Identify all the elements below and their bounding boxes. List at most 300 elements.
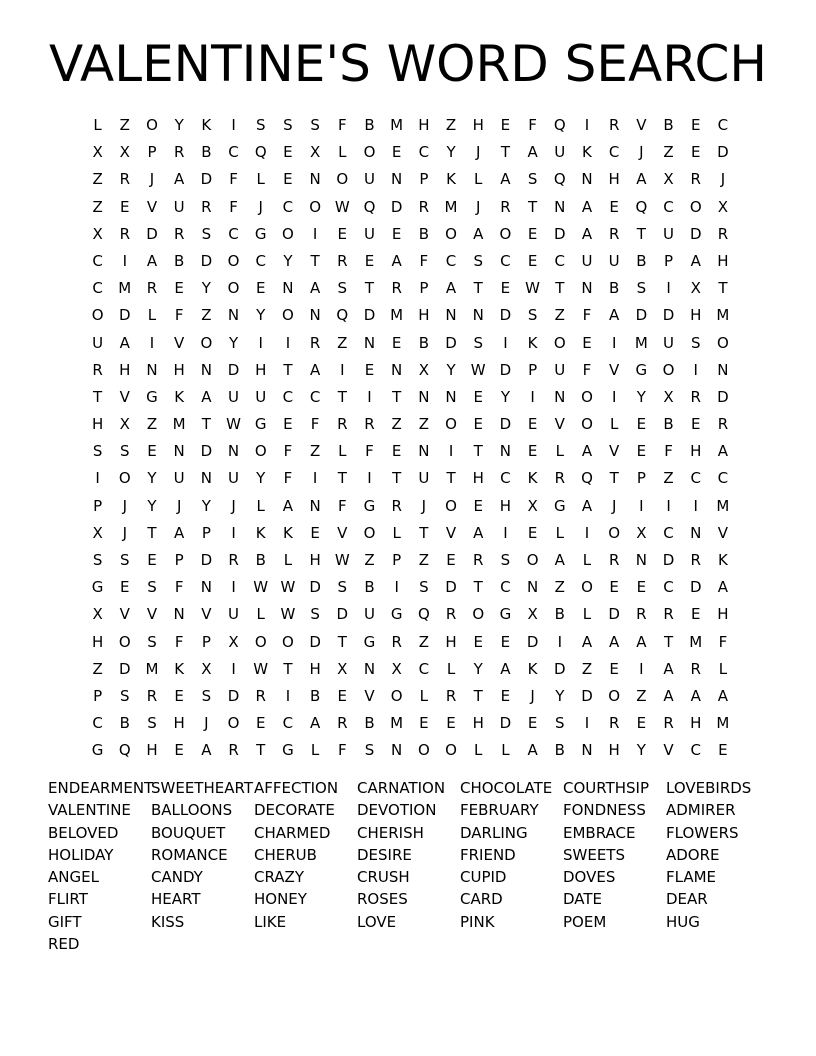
grid-letter: I — [312, 224, 318, 243]
grid-letter: Q — [553, 170, 566, 189]
grid-row — [84, 574, 737, 601]
grid-letter: O — [254, 442, 267, 461]
grid-letter: Y — [473, 659, 483, 678]
grid-letter: F — [337, 496, 347, 515]
word-list-item: CRAZY — [254, 868, 304, 887]
grid-letter: D — [499, 306, 512, 325]
grid-letter: I — [285, 333, 291, 352]
grid-letter: R — [663, 714, 674, 733]
grid-letter: X — [663, 387, 674, 406]
grid-letter: U — [92, 333, 104, 352]
grid-letter: R — [445, 605, 457, 624]
grid-letter: X — [92, 523, 103, 542]
word-list-item: DESIRE — [357, 845, 412, 864]
grid-row — [84, 438, 737, 465]
grid-letter: E — [527, 251, 538, 270]
grid-letter: B — [609, 279, 620, 298]
grid-letter: J — [611, 496, 617, 515]
grid-letter: O — [581, 387, 593, 406]
grid-letter: E — [391, 333, 402, 352]
grid-letter: E — [527, 442, 538, 461]
grid-letter: E — [582, 333, 592, 352]
grid-letter: G — [553, 496, 566, 515]
grid-letter: N — [499, 442, 512, 461]
grid-letter: S — [147, 578, 157, 597]
grid-letter: I — [367, 469, 372, 488]
grid-letter: B — [418, 224, 429, 243]
grid-letter: A — [500, 659, 511, 678]
grid-letter: V — [146, 197, 158, 216]
grid-letter: T — [337, 632, 347, 651]
grid-letter: V — [337, 523, 348, 542]
grid-letter: N — [526, 578, 539, 597]
grid-letter: C — [500, 251, 511, 270]
grid-letter: V — [201, 605, 212, 624]
grid-letter: O — [526, 551, 539, 569]
grid-letter: C — [445, 251, 457, 270]
grid-letter: U — [173, 197, 185, 216]
grid-letter: N — [363, 333, 376, 352]
grid-letter: O — [336, 170, 349, 189]
grid-letter: R — [690, 659, 701, 678]
grid-letter: N — [309, 170, 321, 189]
grid-letter: A — [717, 442, 729, 461]
grid-letter: W — [334, 197, 350, 216]
grid-letter: B — [119, 714, 130, 733]
grid-letter: Z — [445, 116, 457, 134]
grid-letter: Z — [92, 197, 103, 216]
grid-letter: L — [609, 415, 619, 434]
grid-letter: Q — [336, 306, 349, 325]
grid-letter: E — [690, 605, 701, 624]
grid-letter: H — [717, 605, 729, 624]
grid-letter: Q — [553, 116, 566, 134]
grid-letter: E — [500, 632, 511, 651]
grid-letter: G — [146, 387, 158, 406]
grid-letter: H — [91, 632, 104, 651]
grid-letter: R — [255, 686, 266, 705]
grid-letter: G — [635, 360, 648, 379]
grid-letter: P — [419, 279, 429, 298]
grid-row — [84, 194, 737, 221]
grid-letter: N — [391, 360, 403, 379]
grid-letter: L — [256, 170, 265, 189]
word-list-item: CHERUB — [254, 845, 317, 864]
grid-letter: X — [690, 279, 701, 298]
word-list — [48, 777, 769, 955]
grid-letter: P — [147, 143, 157, 162]
grid-letter: A — [581, 442, 593, 461]
word-list-item: BELOVED — [48, 823, 119, 842]
grid-letter: O — [581, 415, 593, 434]
grid-letter: F — [419, 251, 429, 270]
grid-letter: C — [663, 523, 674, 542]
grid-letter: N — [418, 387, 430, 406]
word-list-item: DOVES — [563, 868, 616, 887]
grid-letter: E — [174, 741, 184, 760]
grid-letter: R — [228, 741, 239, 760]
grid-letter: J — [258, 197, 263, 216]
grid-letter: T — [473, 442, 483, 461]
grid-letter: Q — [363, 197, 376, 216]
grid-letter: N — [581, 170, 593, 189]
grid-row — [84, 493, 737, 520]
grid-letter: S — [92, 442, 103, 461]
grid-letter: X — [527, 496, 538, 515]
grid-letter: V — [609, 360, 620, 379]
grid-letter: C — [418, 143, 430, 162]
grid-letter: K — [527, 469, 538, 488]
grid-letter: D — [717, 387, 729, 406]
grid-letter: M — [145, 659, 159, 678]
grid-letter: H — [472, 714, 484, 733]
grid-letter: I — [584, 523, 590, 542]
grid-letter: F — [718, 632, 728, 651]
word-list-item: ADORE — [666, 845, 720, 864]
grid-letter: F — [664, 442, 673, 461]
grid-letter: T — [473, 279, 483, 298]
grid-letter: K — [527, 659, 538, 678]
grid-letter: I — [312, 469, 318, 488]
grid-letter: Z — [309, 442, 321, 461]
grid-letter: K — [255, 523, 266, 542]
grid-letter: E — [255, 714, 266, 733]
grid-letter: O — [417, 741, 430, 760]
grid-letter: N — [282, 279, 294, 298]
grid-letter: H — [119, 360, 131, 379]
grid-letter: I — [666, 279, 671, 298]
word-list-item: BALLOONS — [151, 801, 233, 820]
grid-letter: O — [118, 632, 131, 651]
grid-letter: O — [445, 496, 457, 515]
grid-letter: H — [173, 360, 185, 379]
grid-letter: U — [173, 469, 185, 488]
grid-letter: T — [500, 143, 510, 162]
grid-letter: H — [717, 251, 729, 270]
grid-letter: K — [201, 116, 212, 134]
grid-letter: A — [527, 741, 538, 760]
grid-letter: A — [717, 686, 729, 705]
grid-letter: P — [201, 632, 211, 651]
grid-letter: R — [146, 279, 158, 298]
grid-letter: M — [444, 197, 458, 216]
grid-letter: J — [476, 197, 481, 216]
grid-letter: D — [689, 224, 702, 243]
grid-letter: I — [394, 578, 399, 597]
page-title: VALENTINE'S WORD SEARCH — [49, 35, 767, 93]
grid-letter: T — [528, 197, 538, 216]
grid-letter: O — [390, 686, 403, 705]
grid-letter: D — [227, 686, 240, 705]
word-list-item: FEBRUARY — [460, 801, 539, 820]
word-list-item: FONDNESS — [563, 801, 646, 820]
grid-letter: A — [201, 387, 212, 406]
grid-letter: V — [119, 387, 130, 406]
grid-letter: R — [663, 605, 674, 624]
grid-letter: G — [363, 632, 376, 651]
word-list-item: KISS — [151, 912, 185, 931]
grid-letter: A — [282, 496, 294, 515]
grid-letter: R — [92, 360, 103, 379]
grid-letter: N — [554, 197, 566, 216]
grid-letter: L — [474, 170, 483, 189]
grid-letter: P — [93, 686, 103, 705]
grid-letter: A — [174, 523, 185, 542]
grid-letter: X — [309, 143, 321, 162]
grid-letter: R — [690, 387, 701, 406]
grid-letter: E — [364, 251, 375, 270]
grid-letter: A — [500, 170, 511, 189]
grid-letter: A — [119, 333, 130, 352]
grid-letter: S — [310, 605, 320, 624]
grid-letter: E — [636, 442, 647, 461]
grid-letter: T — [201, 415, 211, 434]
grid-letter: N — [227, 442, 240, 461]
grid-letter: G — [499, 605, 512, 624]
grid-letter: Y — [636, 741, 646, 760]
grid-letter: Z — [636, 686, 647, 705]
grid-letter: T — [337, 469, 347, 488]
grid-letter: O — [608, 686, 621, 705]
grid-letter: T — [609, 469, 619, 488]
grid-letter: D — [390, 197, 403, 216]
grid-letter: S — [92, 551, 103, 569]
grid-letter: N — [635, 551, 647, 569]
grid-letter: S — [473, 333, 483, 352]
grid-letter: H — [418, 306, 430, 325]
grid-letter: H — [173, 714, 185, 733]
grid-letter: K — [527, 333, 538, 352]
grid-letter: A — [309, 279, 321, 298]
grid-letter: E — [446, 714, 456, 733]
grid-letter: O — [227, 714, 240, 733]
grid-letter: E — [147, 551, 157, 569]
grid-row — [84, 411, 737, 438]
grid-letter: U — [255, 387, 267, 406]
grid-letter: X — [527, 605, 538, 624]
grid-letter: P — [528, 360, 538, 379]
grid-letter: C — [309, 387, 321, 406]
word-list-item: LIKE — [254, 912, 287, 931]
word-list-item: RED — [48, 935, 80, 954]
grid-letter: U — [554, 360, 566, 379]
grid-letter: H — [445, 632, 457, 651]
grid-letter: N — [472, 306, 484, 325]
grid-letter: E — [500, 116, 511, 134]
grid-letter: P — [174, 551, 184, 569]
grid-letter: N — [391, 741, 403, 760]
grid-letter: N — [227, 306, 240, 325]
grid-letter: S — [201, 224, 212, 243]
word-list-item: DARLING — [460, 823, 528, 842]
word-list-item: ENDEARMENT — [48, 779, 154, 797]
grid-letter: A — [690, 686, 701, 705]
grid-letter: C — [500, 469, 511, 488]
grid-letter: I — [285, 686, 291, 705]
grid-letter: N — [554, 387, 566, 406]
grid-letter: A — [309, 360, 321, 379]
grid-letter: X — [663, 170, 674, 189]
word-list-item: POEM — [563, 912, 607, 931]
grid-letter: S — [120, 442, 130, 461]
grid-letter: F — [582, 360, 592, 379]
grid-letter: O — [499, 224, 512, 243]
grid-letter: V — [364, 686, 375, 705]
grid-letter: Z — [92, 170, 103, 189]
word-list-item: CANDY — [151, 868, 203, 887]
grid-letter: Z — [663, 143, 674, 162]
grid-letter: A — [609, 306, 620, 325]
grid-letter: R — [500, 197, 511, 216]
grid-letter: U — [363, 605, 375, 624]
grid-letter: T — [473, 578, 483, 597]
grid-letter: S — [364, 741, 375, 760]
grid-row — [84, 629, 737, 656]
grid-letter: A — [473, 523, 484, 542]
grid-letter: R — [636, 605, 647, 624]
grid-letter: J — [204, 714, 209, 733]
grid-letter: Z — [554, 306, 565, 325]
grid-letter: W — [253, 659, 269, 678]
grid-letter: E — [690, 116, 701, 134]
grid-letter: V — [717, 523, 729, 542]
grid-letter: D — [227, 360, 240, 379]
grid-letter: X — [92, 143, 103, 162]
grid-letter: A — [201, 741, 212, 760]
grid-letter: N — [581, 279, 593, 298]
word-list-item: FRIEND — [460, 845, 516, 864]
grid-row — [84, 248, 737, 275]
grid-letter: S — [120, 686, 130, 705]
grid-letter: A — [690, 251, 701, 270]
grid-letter: N — [309, 306, 321, 325]
grid-letter: M — [716, 306, 730, 325]
grid-letter: E — [391, 442, 402, 461]
grid-letter: X — [119, 415, 130, 434]
grid-letter: V — [445, 523, 457, 542]
grid-letter: F — [229, 197, 238, 216]
grid-letter: E — [120, 578, 130, 597]
grid-letter: N — [445, 387, 457, 406]
grid-letter: C — [717, 116, 729, 134]
grid-letter: O — [608, 523, 621, 542]
grid-letter: E — [690, 143, 701, 162]
grid-letter: F — [283, 442, 293, 461]
grid-letter: C — [554, 251, 566, 270]
grid-letter: D — [146, 224, 158, 243]
grid-letter: Q — [118, 741, 131, 760]
grid-letter: D — [717, 143, 729, 162]
grid-letter: Z — [418, 415, 429, 434]
grid-letter: D — [309, 632, 321, 651]
grid-letter: I — [231, 578, 236, 597]
grid-letter: N — [581, 741, 593, 760]
grid-letter: D — [499, 714, 512, 733]
grid-letter: Z — [364, 551, 375, 569]
grid-letter: S — [527, 306, 538, 325]
grid-letter: R — [173, 224, 185, 243]
grid-letter: L — [338, 442, 347, 461]
grid-letter: L — [147, 306, 157, 325]
grid-letter: N — [173, 442, 185, 461]
grid-letter: E — [364, 360, 375, 379]
word-list-item: EMBRACE — [563, 823, 636, 842]
grid-letter: Y — [201, 279, 211, 298]
grid-letter: O — [309, 197, 321, 216]
grid-letter: I — [231, 659, 236, 678]
grid-letter: L — [338, 143, 347, 162]
grid-letter: P — [636, 469, 646, 488]
word-list-item: COURTHSIP — [563, 779, 650, 797]
grid-letter: B — [663, 415, 674, 434]
grid-letter: F — [310, 415, 320, 434]
word-list-item: LOVEBIRDS — [666, 779, 752, 797]
grid-letter: I — [666, 496, 671, 515]
grid-letter: S — [500, 551, 511, 569]
grid-letter: J — [122, 496, 127, 515]
grid-letter: A — [717, 578, 729, 597]
grid-letter: S — [147, 714, 157, 733]
grid-letter: A — [146, 251, 158, 270]
grid-letter: H — [472, 116, 484, 134]
grid-letter: I — [231, 116, 236, 134]
word-list-item: SWEETS — [563, 845, 625, 864]
grid-letter: Y — [201, 496, 211, 515]
grid-letter: A — [663, 686, 674, 705]
grid-letter: E — [255, 279, 266, 298]
word-list-item: FLOWERS — [666, 823, 739, 842]
grid-letter: I — [367, 387, 372, 406]
grid-letter: K — [282, 523, 293, 542]
word-list-item: AFFECTION — [254, 779, 339, 797]
grid-letter: O — [282, 224, 294, 243]
grid-letter: C — [92, 279, 103, 298]
grid-letter: T — [663, 632, 674, 651]
grid-row — [84, 737, 737, 764]
grid-letter: C — [282, 714, 294, 733]
grid-letter: B — [364, 714, 375, 733]
grid-letter: G — [254, 224, 267, 243]
word-list-item: ROSES — [357, 890, 408, 909]
word-list-item: BOUQUET — [151, 823, 226, 842]
grid-letter: E — [337, 224, 348, 243]
grid-letter: S — [283, 116, 293, 134]
grid-letter: Y — [446, 360, 456, 379]
grid-letter: H — [690, 442, 702, 461]
grid-letter: Y — [500, 387, 510, 406]
grid-letter: M — [634, 333, 648, 352]
grid-letter: H — [309, 551, 321, 569]
grid-letter: R — [119, 170, 130, 189]
grid-letter: L — [474, 741, 483, 760]
grid-letter: N — [445, 306, 457, 325]
grid-letter: E — [283, 143, 293, 162]
grid-letter: T — [718, 279, 728, 298]
grid-letter: J — [149, 170, 155, 189]
grid-letter: W — [470, 360, 486, 379]
grid-letter: C — [418, 659, 430, 678]
grid-letter: W — [525, 279, 541, 298]
grid-letter: I — [530, 387, 535, 406]
grid-letter: M — [716, 496, 730, 515]
grid-letter: D — [200, 170, 213, 189]
grid-letter: F — [337, 741, 347, 760]
grid-letter: B — [255, 551, 266, 569]
word-list-item: CARNATION — [357, 779, 446, 797]
grid-letter: E — [718, 741, 728, 760]
grid-row — [84, 656, 737, 683]
grid-letter: V — [609, 442, 620, 461]
